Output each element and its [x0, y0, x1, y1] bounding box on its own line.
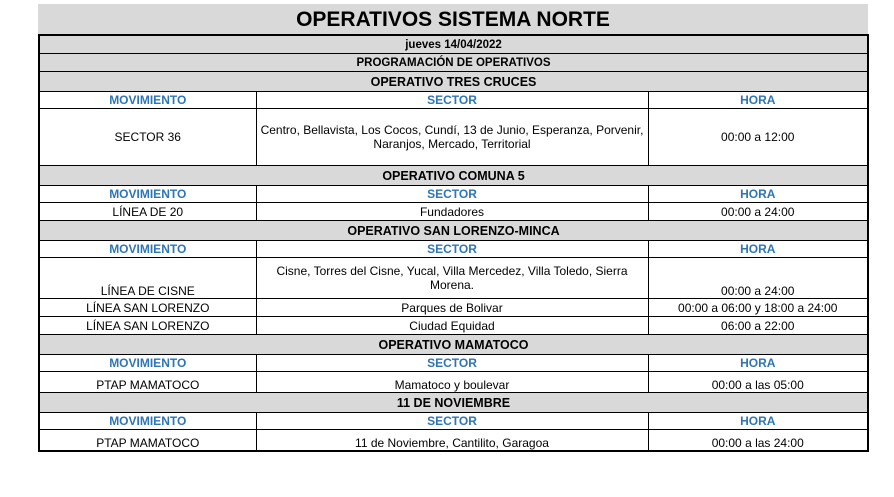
cell-hora: 00:00 a 24:00 — [648, 203, 868, 221]
column-header-sector: SECTOR — [256, 355, 648, 372]
cell-movimiento: PTAP MAMATOCO — [39, 430, 256, 452]
table-row — [39, 430, 868, 452]
cell-sector: Mamatoco y boulevar — [256, 372, 648, 393]
cell-sector: Cisne, Torres del Cisne, Yucal, Villa Mercedez, Villa Toledo, Sierra Morena. — [256, 258, 648, 299]
cell-hora: 00:00 a las 05:00 — [648, 372, 868, 393]
column-header-hora: HORA — [648, 92, 868, 109]
cell-sector: Parques de Bolivar — [256, 299, 648, 317]
operations-table — [38, 34, 869, 452]
column-header-sector: SECTOR — [256, 413, 648, 430]
column-header-hora: HORA — [648, 355, 868, 372]
column-header-sector: SECTOR — [256, 186, 648, 203]
column-header-movimiento: MOVIMIENTO — [39, 413, 256, 430]
column-header-movimiento: MOVIMIENTO — [39, 92, 256, 109]
column-header-movimiento: MOVIMIENTO — [39, 355, 256, 372]
cell-sector: Ciudad Equidad — [256, 317, 648, 335]
cell-hora: 00:00 a las 24:00 — [648, 430, 868, 452]
section-header: OPERATIVO SAN LORENZO-MINCA — [39, 221, 868, 241]
section-header: OPERATIVO MAMATOCO — [39, 335, 868, 355]
table-row — [39, 317, 868, 335]
cell-sector: Centro, Bellavista, Los Cocos, Cundí, 13 de Junio, Esperanza, Porvenir, Naranjos, Mercado, Territorial — [256, 109, 648, 166]
cell-sector: Fundadores — [256, 203, 648, 221]
table-row — [39, 258, 868, 299]
column-header-hora: HORA — [648, 186, 868, 203]
column-header-movimiento: MOVIMIENTO — [39, 186, 256, 203]
table-row — [39, 372, 868, 393]
cell-movimiento: LÍNEA SAN LORENZO — [39, 317, 256, 335]
page-title: OPERATIVOS SISTEMA NORTE — [38, 4, 868, 34]
date-header: jueves 14/04/2022 — [39, 35, 868, 54]
column-header-sector: SECTOR — [256, 92, 648, 109]
table-row — [39, 203, 868, 221]
cell-sector: 11 de Noviembre, Cantilito, Garagoa — [256, 430, 648, 452]
section-header: OPERATIVO TRES CRUCES — [39, 72, 868, 92]
column-header-hora: HORA — [648, 241, 868, 258]
section-header: 11 DE NOVIEMBRE — [39, 393, 868, 413]
section-header: OPERATIVO COMUNA 5 — [39, 166, 868, 186]
table-row — [39, 109, 868, 166]
cell-hora: 06:00 a 22:00 — [648, 317, 868, 335]
cell-movimiento: PTAP MAMATOCO — [39, 372, 256, 393]
column-header-sector: SECTOR — [256, 241, 648, 258]
cell-movimiento: LÍNEA DE CISNE — [39, 258, 256, 299]
column-header-movimiento: MOVIMIENTO — [39, 241, 256, 258]
cell-hora: 00:00 a 06:00 y 18:00 a 24:00 — [648, 299, 868, 317]
cell-hora: 00:00 a 12:00 — [648, 109, 868, 166]
column-header-hora: HORA — [648, 413, 868, 430]
cell-movimiento: LÍNEA SAN LORENZO — [39, 299, 256, 317]
table-row — [39, 299, 868, 317]
cell-hora: 00:00 a 24:00 — [648, 258, 868, 299]
cell-movimiento: SECTOR 36 — [39, 109, 256, 166]
cell-movimiento: LÍNEA DE 20 — [39, 203, 256, 221]
subtitle-header: PROGRAMACIÓN DE OPERATIVOS — [39, 54, 868, 72]
